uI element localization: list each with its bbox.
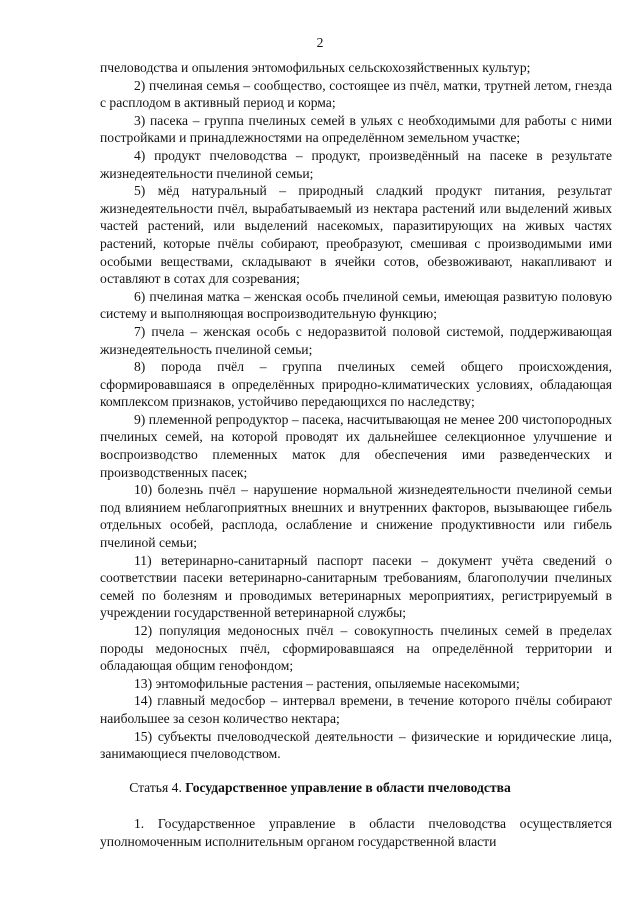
article-title: Государственное управление в области пчеловодства bbox=[185, 780, 511, 795]
definition-item: 13) энтомофильные растения – растения, опыляемые насекомыми; bbox=[134, 675, 520, 691]
definition-item: 8) порода пчёл – группа пчелиных семей общего происхождения, сформировавшаяся в определённых природно-климатических условиях, обладающая комплексом признаков, устойчиво передающихся по наследству; bbox=[100, 359, 612, 410]
definition-item: 7) пчела – женская особь с недоразвитой половой системой, поддерживающая жизнедеятельность пчелиной семьи; bbox=[100, 323, 612, 357]
definition-item: 9) племенной репродуктор – пасека, насчитывающая не менее 200 чистопородных пчелиных семей, на которой проводят их дальнейшее селекционное улучшение и воспроизводство племенных маток для обеспечения ими разведенческих и производственных пасек; bbox=[100, 411, 612, 480]
page-number: 2 bbox=[316, 35, 324, 50]
article-label: Статья 4. bbox=[129, 780, 182, 795]
definition-item: 6) пчелиная матка – женская особь пчелиной семьи, имеющая развитую половую систему и выполняющая воспроизводительную функцию; bbox=[100, 288, 612, 322]
article-heading bbox=[0, 779, 640, 797]
definition-item: 10) болезнь пчёл – нарушение нормальной жизнедеятельности пчелиной семьи под влиянием неблагоприятных внешних и внутренних факторов, вызывающее гибель отдельных особей, расплода, ослабление и снижение продуктивности или гибель пчелиной семьи; bbox=[100, 482, 612, 551]
definitions-list bbox=[100, 59, 612, 763]
article-body bbox=[100, 815, 612, 850]
definition-item: 14) главный медосбор – интервал времени, в течение которого пчёлы собирают наибольшее за сезон количество нектара; bbox=[100, 693, 612, 726]
definition-item: 3) пасека – группа пчелиных семей в ульях с необходимыми для работы с ними постройками и принадлежностями на определённом земельном участке; bbox=[100, 112, 612, 146]
definition-item: 5) мёд натуральный – природный сладкий продукт питания, результат жизнедеятельности пчёл, вырабатываемый из нектара растений или выделений живых частей растений, или выделений насекомых, паразитирующих на живых частях растений, которые пчёлы собирают, преобразуют, смешивая с производимыми ими особыми веществами, складывают в ячейки сотов, обезвоживают, накапливают и оставляют в сотах для созревания; bbox=[100, 183, 612, 287]
definition-item: 2) пчелиная семья – сообщество, состоящее из пчёл, матки, трутней летом, гнезда с расплодом в активный период и корма; bbox=[100, 77, 612, 111]
definition-item: 4) продукт пчеловодства – продукт, произведённый на пасеке в результате жизнедеятельности пчелиной семьи; bbox=[100, 147, 612, 181]
definition-item: 15) субъекты пчеловодческой деятельности – физические и юридические лица, занимающиеся пчеловодством. bbox=[100, 728, 612, 762]
paragraph-continuation: пчеловодства и опыления энтомофильных сельскохозяйственных культур; bbox=[100, 60, 531, 75]
definition-item: 12) популяция медоносных пчёл – совокупность пчелиных семей в пределах породы медоносных пчёл, сформировавшаяся на определённой территории и обладающая общим генофондом; bbox=[100, 623, 612, 674]
definition-item: 11) ветеринарно-санитарный паспорт пасеки – документ учёта сведений о соответствии пасеки ветеринарно-санитарным требованиям, благополучии пчелиных семей по болезням и проводимых ветеринарных мероприятиях, регистрируемый в учреждении государственной ветеринарной службы; bbox=[100, 552, 612, 621]
article-paragraph: 1. Государственное управление в области пчеловодства осуществляется уполномоченным исполнительным органом государственной власти bbox=[100, 816, 612, 849]
